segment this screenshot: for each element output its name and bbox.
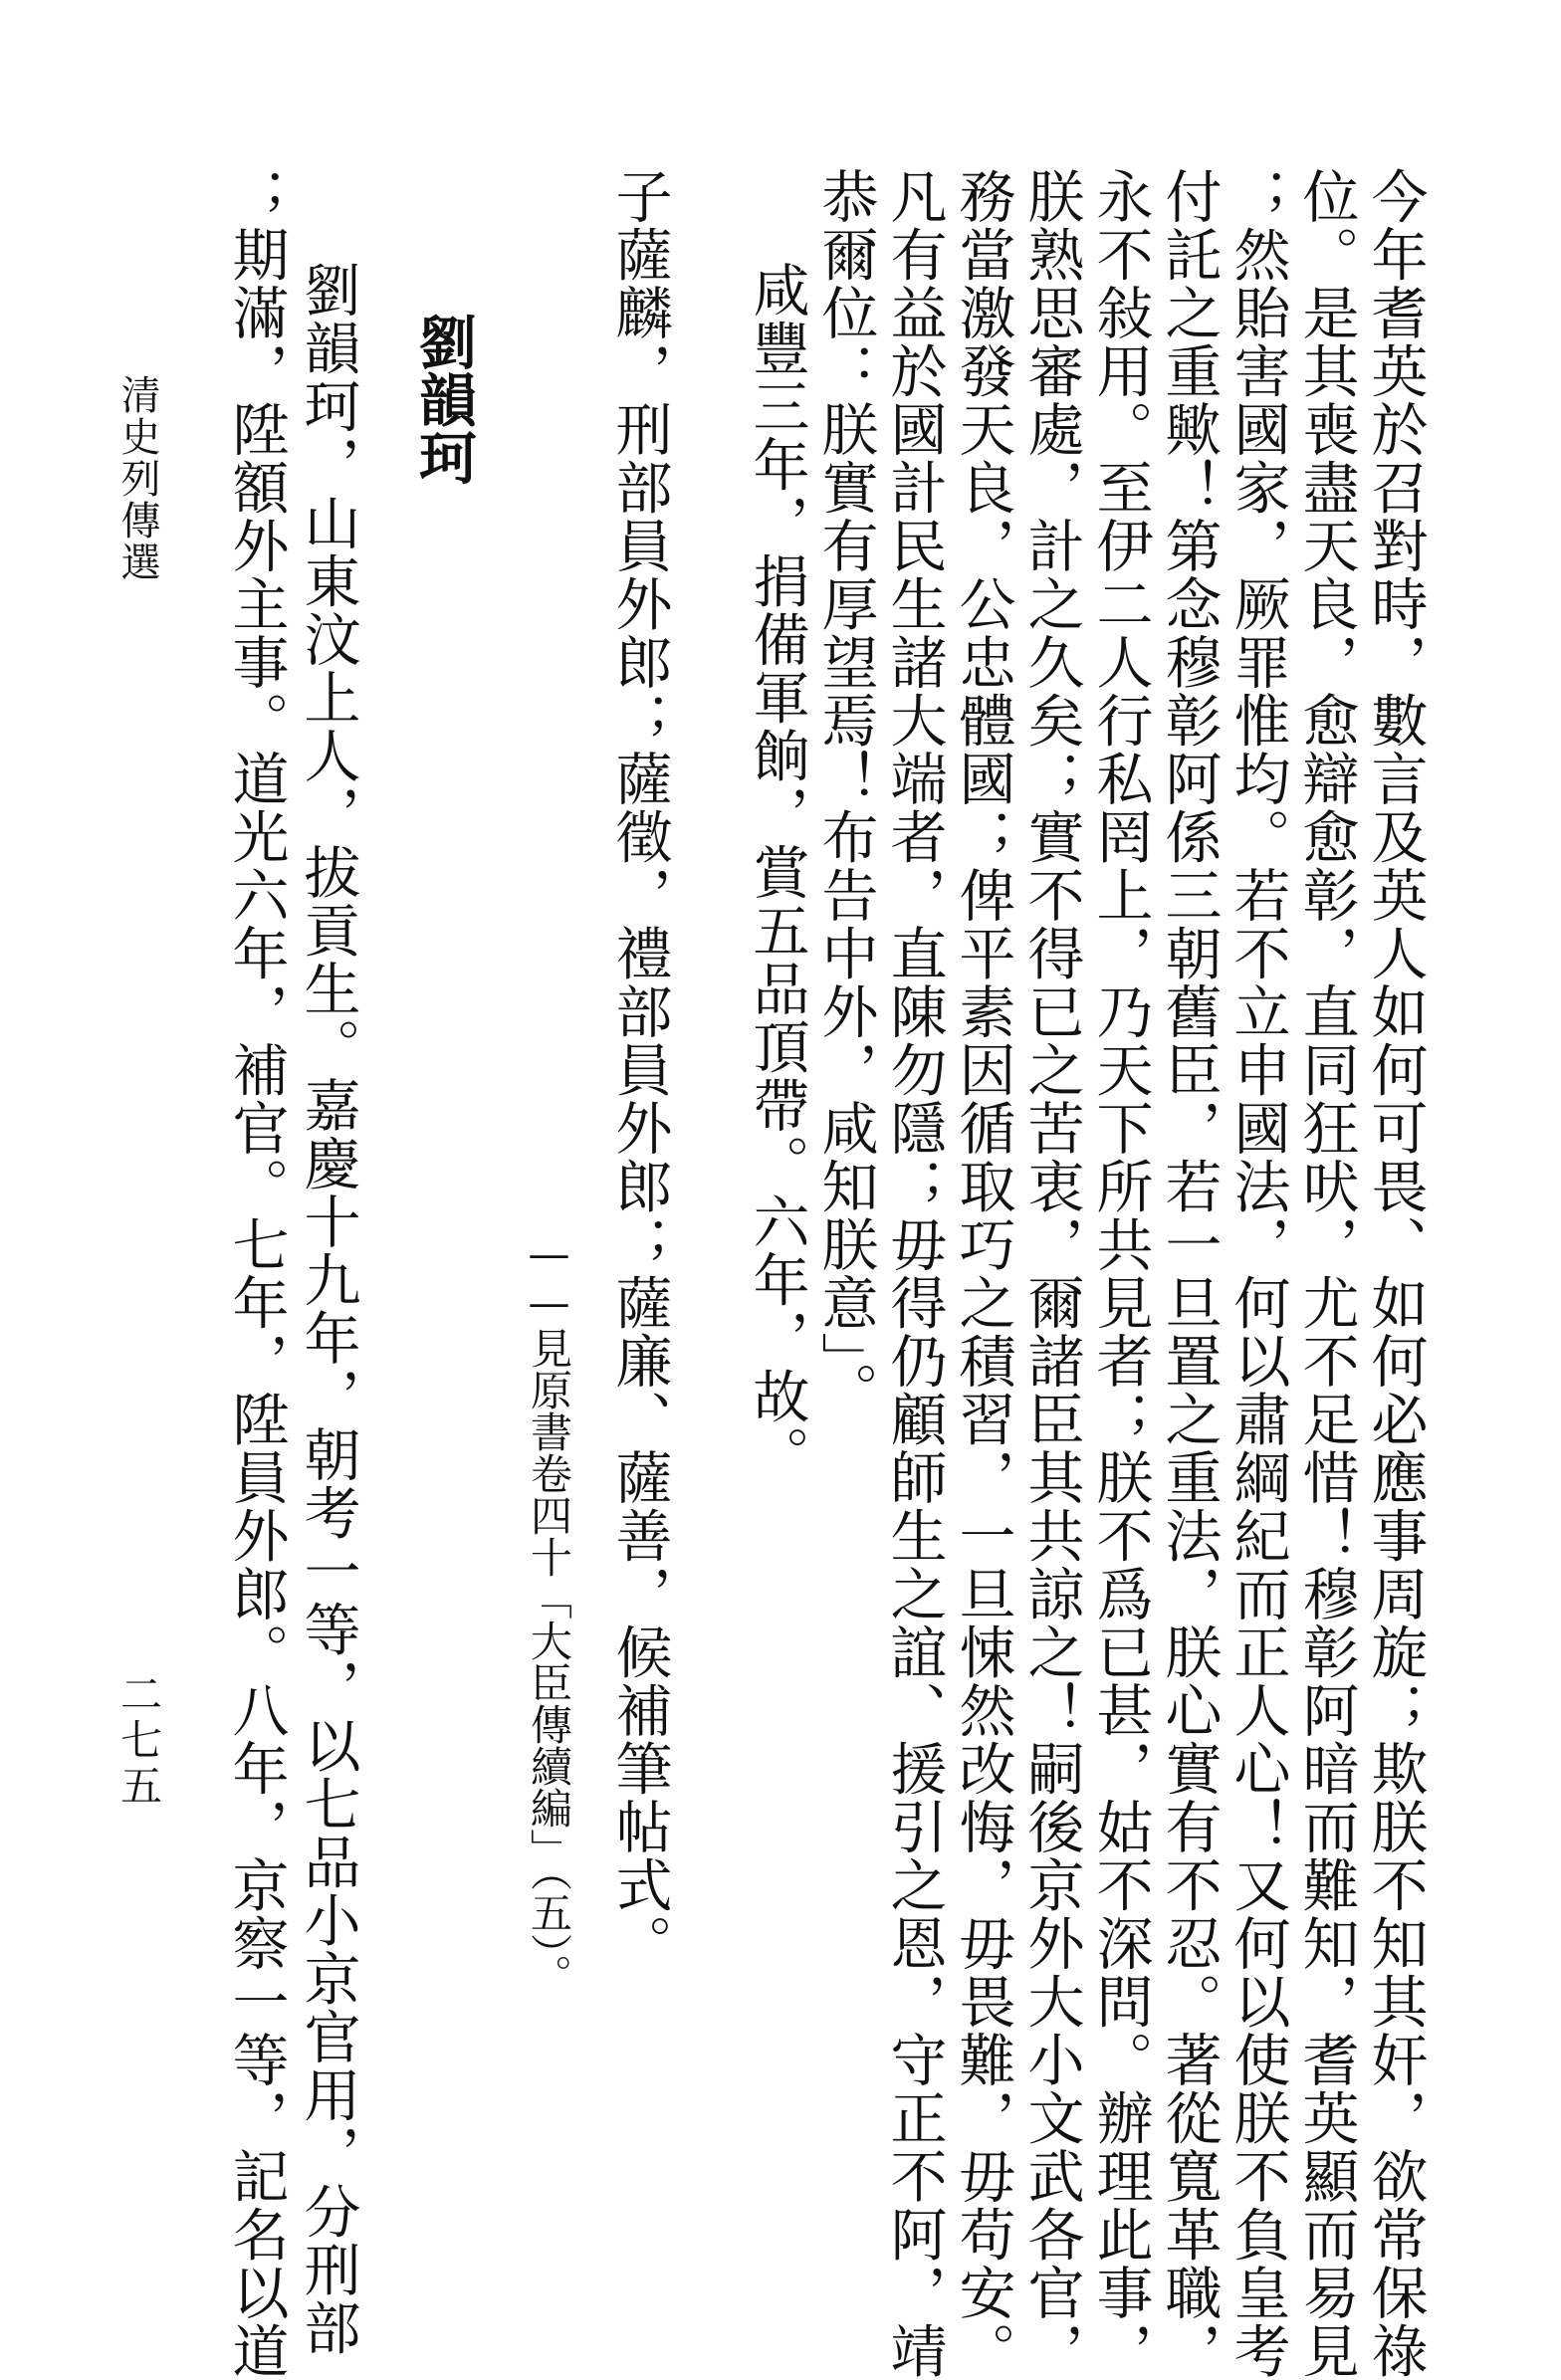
text-column-10: 咸豐三年，捐備軍餉，賞五品頂帶。六年，故。 (744, 261, 809, 1484)
text-column-4: 付託之重歟！第念穆彰阿係三朝舊臣，若一旦置之重法，朕心實有不忍。著從寬革職， (1156, 167, 1222, 2380)
source-citation: ——見原書卷四十「大臣傳續編」（五）。 (525, 1229, 573, 1996)
page-number: 二七五 (114, 1672, 163, 1810)
text-column-2: 位。是其喪盡天良，愈辯愈彰，直同狂吠，尤不足惜！穆彰阿暗而難知，耆英顯而易見 (1293, 167, 1359, 2380)
text-column-6: 朕熟思審處，計之久矣；實不得已之苦衷，爾諸臣其共諒之！嗣後京外大小文武各官， (1018, 167, 1084, 2380)
section-title: 劉韻珂 (409, 313, 477, 486)
text-column-13: ；期滿，陞額外主事。道光六年，補官。七年，陞員外郎。八年，京察一等，記名以道 (223, 167, 289, 2380)
text-column-5: 永不敍用。至伊二人行私罔上，乃天下所共見者；朕不爲已甚，姑不深問。辦理此事， (1087, 167, 1153, 2380)
running-header: 清史列傳選 (114, 374, 160, 583)
text-column-12: 劉韻珂，山東汶上人，拔貢生。嘉慶十九年，朝考一等，以七品小京官用，分刑部 (295, 261, 360, 2357)
text-column-3: ；然貽害國家，厥罪惟均。若不立申國法，何以肅綱紀而正人心！又何以使朕不負皇考 (1225, 167, 1290, 2380)
text-column-8: 凡有益於國計民生諸大端者，直陳勿隱；毋得仍顧師生之誼、援引之恩，守正不阿，靖 (881, 167, 947, 2380)
text-column-11: 子薩麟，刑部員外郎；薩徵，禮部員外郎；薩廉、薩善，候補筆帖式。 (606, 167, 672, 1973)
text-column-1: 今年耆英於召對時，數言及英人如何可畏、如何必應事周旋；欺朕不知其奸，欲常保祿 (1362, 167, 1428, 2380)
text-column-9: 恭爾位：朕實有厚望焉！布告中外，咸知朕意」。 (812, 167, 878, 1420)
text-column-7: 務當激發天良，公忠體國；俾平素因循取巧之積習，一旦悚然改悔，毋畏難，毋苟安。 (950, 167, 1015, 2380)
